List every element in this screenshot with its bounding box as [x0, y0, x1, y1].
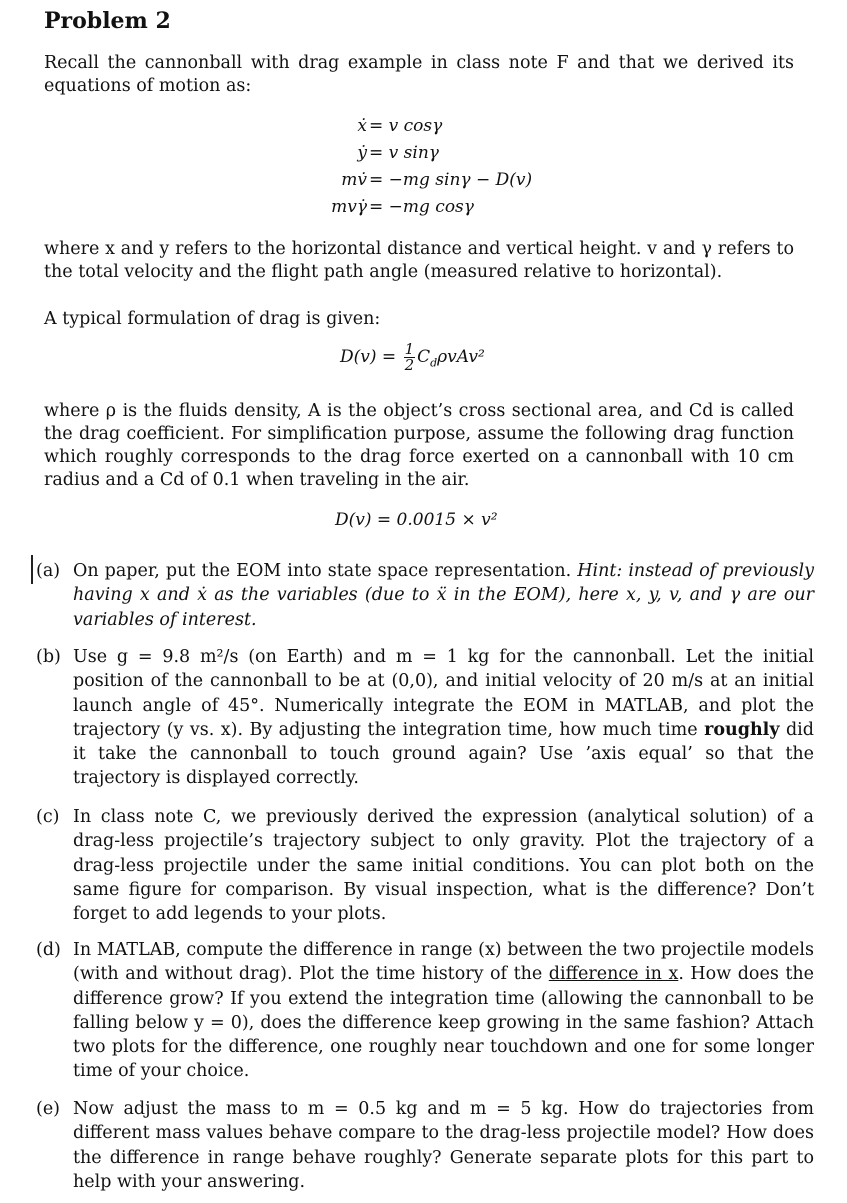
intro-paragraph: Recall the cannonball with drag example in class note F and that we derived its equations of motion as: — [44, 53, 794, 96]
part-b-text-2: did it take the cannonball to touch ground again? Use ’axis equal’ so that the trajectory is displayed correctly. — [73, 719, 814, 789]
part-a-label: (a) — [36, 561, 61, 581]
part-b-bold: roughly — [704, 719, 780, 740]
drag-intro: A typical formulation of drag is given: — [44, 309, 381, 329]
part-d-text-1: In MATLAB, compute the difference in range (x) between the two projectile models (with and without drag). Plot the time history of the — [73, 940, 814, 985]
drag-eq-tail: ρvAv² — [437, 347, 485, 367]
eom-lhs-2: ẏ — [357, 143, 367, 163]
change-bar — [31, 555, 33, 584]
eom-rhs-2: = v sinγ — [369, 143, 439, 163]
part-e-text: Now adjust the mass to m = 0.5 kg and m = 5 kg. How do trajectories from different mass values behave compare to the drag-less projectile model? How does the difference in range behave roughly? Generate separate plots for this part to help with your answering. — [73, 1099, 814, 1192]
drag-eq-sub: d — [430, 356, 438, 370]
eom-rhs-4: = −mg cosγ — [369, 197, 474, 217]
where-paragraph-1: where x and y refers to the horizontal distance and vertical height. v and γ refers to the total velocity and the flight path angle (measured relative to horizontal). — [44, 239, 794, 282]
part-d-text-2: . How does the difference grow? If you extend the integration time (allowing the cannonball to be falling below y = 0), does the difference keep growing in the same fashion? Attach two plots for the difference, one roughly near touchdown and one for some longer time of your choice. — [73, 964, 814, 1082]
part-b-text-1: Use g = 9.8 m²/s (on Earth) and m = 1 kg for the cannonball. Let the initial position of the cannonball to be at (0,0), and initial velocity of 20 m/s at an initial launch angle of 45°. Numerically integrate the EOM in MATLAB, and plot the trajectory (y vs. x). By adjusting the integration time, how much time — [73, 647, 814, 740]
eom-lhs-3: mv̇ — [341, 170, 367, 190]
part-a-hint: Hint: instead of previously having x and ẋ as the variables (due to ẍ in the EOM), here x, y, v, and γ are our variables of interest. — [73, 561, 814, 630]
part-b-label: (b) — [36, 647, 61, 667]
eom-rhs-1: = v cosγ — [369, 116, 443, 136]
part-c-text: In class note C, we previously derived the expression (analytical solution) of a drag-less projectile’s trajectory subject to only gravity. Plot the trajectory of a drag-less projectile under the same initial conditions. You can plot both on the same figure for comparison. By visual inspection, what is the difference? Don’t forget to add legends to your plots. — [73, 807, 814, 925]
drag-eq-lhs: D(v) = — [340, 347, 402, 367]
half-fraction: $\frac{1}{2}$ — [404, 340, 415, 374]
document-page: Problem 2 Recall the cannonball with drag example in class note F and that we derived its equations of motion as: ẋ = v cosγ ẏ = v sinγ mv̇ = −mg sinγ − D(v) mvγ̇ = −mg cosγ where x and y refers to the horizontal distance and vertical height. v and γ refers to the total velocity and the flight path angle (measured relative to horizontal). A typical formulation of drag is given: D(v) = $\frac{1}{2}$ $C_d\rho vAv^2$ where ρ is the fluids density, A is the object’s cross sectional area, and Cd is called the drag coefficient. For simplification purpose, assume the following drag function which roughly corresponds to the drag force exerted on a cannonball with 10 cm radius and a Cd of 0.1 when traveling in the air. D(v) = 0.0015 × v² (a) On paper, put the EOM into state space representation. Hint: instead of previously having x and ẋ as the variables (due to ẍ in the EOM), here x, y, v, and γ are our variables of interest. (b) Use g = 9.8 m²/s (on Earth) and m = 1 kg for the cannonball. Let the initial position of the cannonball to be at (0,0), and initial velocity of 20 m/s at an initial launch angle of 45°. Numerically integrate the EOM in MATLAB, and plot the trajectory (y vs. x). By adjusting the integration time, how much time roughly did it take the cannonball to touch ground again? Use ’axis equal’ so that the trajectory is displayed correctly. (c) In class note C, we previously derived the expression (analytical solution) of a drag-less projectile’s trajectory subject to only gravity. Plot the trajectory of a drag-less projectile under the same initial conditions. You can plot both on the same figure for comparison. By visual inspection, what is the difference? Don’t forget to add legends to your plots. (d) In MATLAB, compute the difference in range (x) between the two projectile models (with and without drag). Plot the time history of the difference in x. How does the difference grow? If you extend the integration time (allowing the cannonball to be falling below y = 0), does the difference keep growing in the same fashion? Attach two plots for the difference, one roughly near touchdown and one for some longer time of your choice. (e) Now adjust the mass to m = 0.5 kg and m = 5 kg. How do trajectories from different mass values behave compare to the drag-less projectile model? How does the difference in range behave roughly? Generate separate plots for this part to help with your answering. — [0, 0, 847, 1203]
where-paragraph-2: where ρ is the fluids density, A is the object’s cross sectional area, and Cd is called the drag coefficient. For simplification purpose, assume the following drag function which roughly corresponds to the drag force exerted on a cannonball with 10 cm radius and a Cd of 0.1 when traveling in the air. — [44, 401, 794, 490]
problem-title: Problem 2 — [44, 8, 171, 34]
part-d-label: (d) — [36, 940, 61, 960]
part-d-underline: difference in x — [548, 964, 679, 985]
part-e-label: (e) — [36, 1099, 61, 1119]
drag-eq-c: C — [417, 347, 431, 367]
part-a-text: On paper, put the EOM into state space representation. — [73, 561, 572, 581]
part-c-label: (c) — [36, 807, 60, 827]
eom-lhs-1: ẋ — [357, 116, 367, 136]
eom-lhs-4: mvγ̇ — [331, 197, 367, 217]
eom-rhs-3: = −mg sinγ − D(v) — [369, 170, 533, 190]
